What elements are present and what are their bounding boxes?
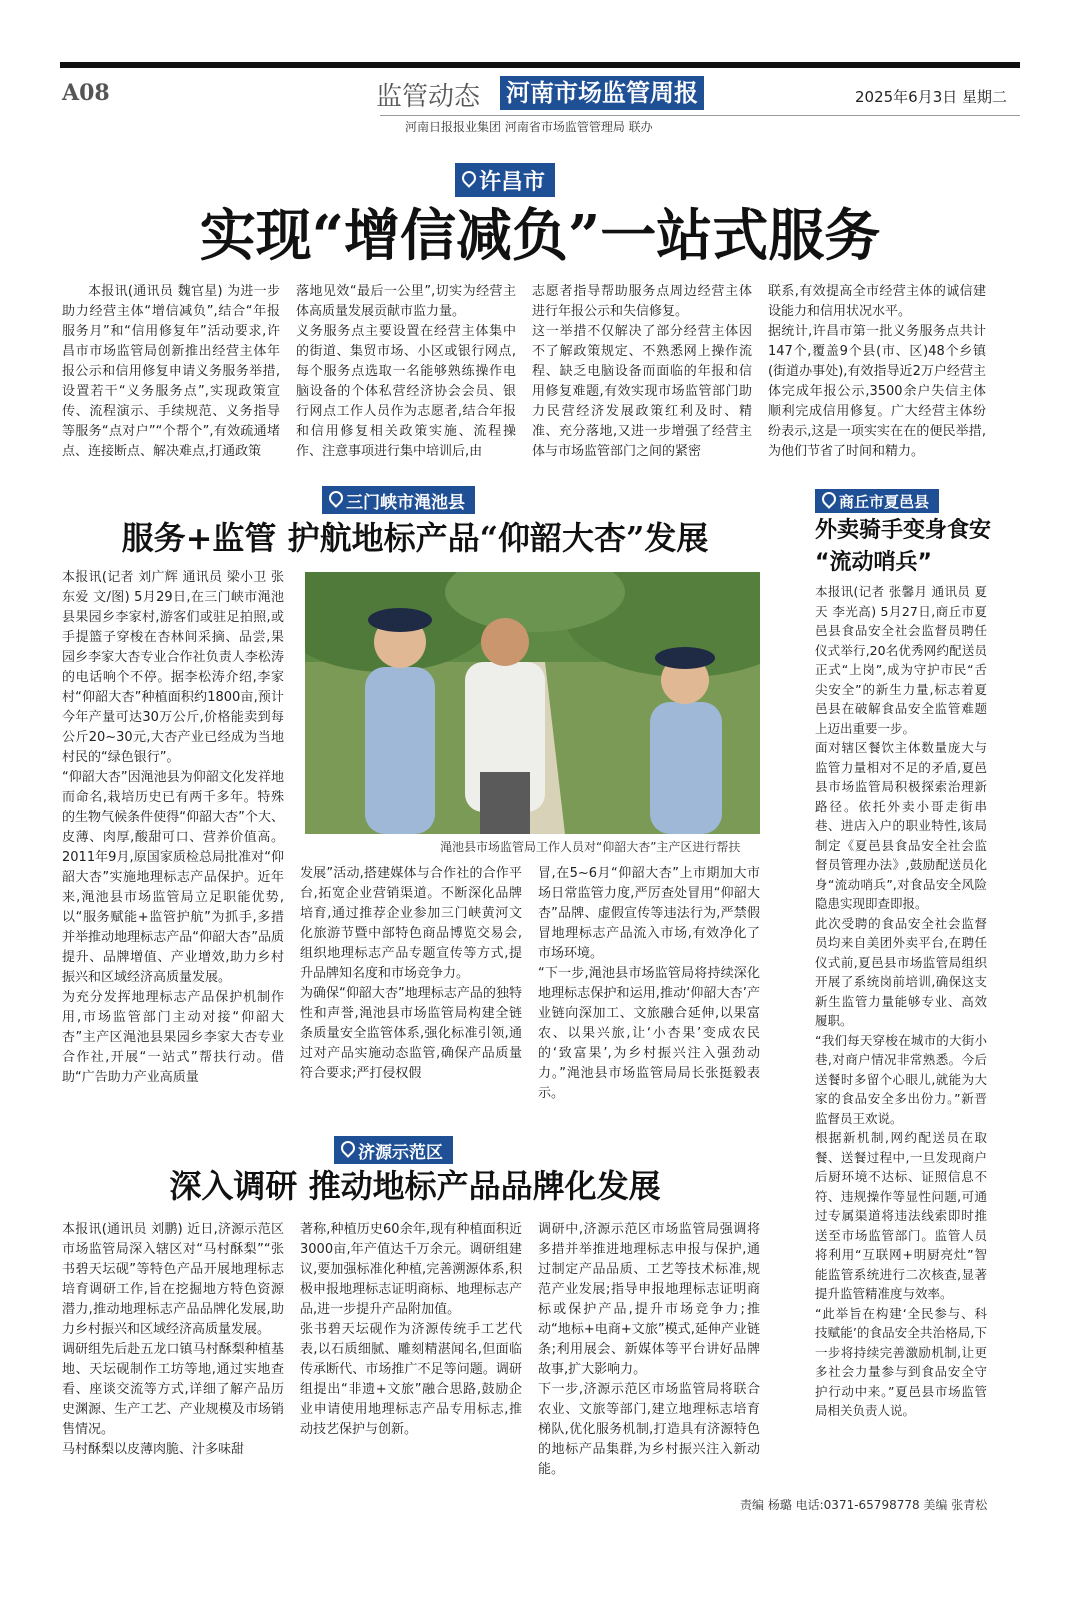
article2-title: 服务+监管 护航地标产品“仰韶大杏”发展 <box>121 519 709 557</box>
section-title: 监管动态 <box>376 82 481 112</box>
article3-body-text: 本报讯(记者 张馨月 通讯员 夏天 李光高) 5月27日,商丘市夏邑县食品安全社会监督员聘任仪式举行,20名优秀网约配送员正式“上岗”,成为守护市民“舌尖安全”的新生力量,标志着夏邑县在破解食品安全监管难题上迈出重要一步。 面对辖区餐饮主体数量庞大与监管力量相对不足的矛盾,夏邑县市场监管局积极探索治理新路径。依托外卖小哥走街串巷、进店入户的职业特性,该局制定《夏邑县食品安全社会监督员管理办法》,鼓励配送员化身“流动哨兵”,对食品安全风险隐患实现即查即报。 此次受聘的食品安全社会监督员均来自美团外卖平台,在聘任仪式前,夏邑县市场监管局组织开展了系统岗前培训,确保这支新生监管力量能够专业、高效履职。 “我们每天穿梭在城市的大街小巷,对商户情况非常熟悉。今后送餐时多留个心眼儿,就能为大家的食品安全多出份力。”新晋监督员王欢说。 根据新机制,网约配送员在取餐、送餐过程中,一旦发现商户后厨环境不达标、证照信息不符、违规操作等显性问题,可通过专属渠道将违法线索即时推送至市场监管部门。监管人员将利用“互联网+明厨亮灶”智能监管系统进行二次核查,显著提升监管精准度与效率。 “此举旨在构建‘全民参与、科技赋能’的食品安全共治格局,下一步将持续完善激励机制,让更多社会力量参与到食品安全守护行动中来。”夏邑县市场监管局相关负责人说。 <box>815 584 987 1418</box>
article2-col1-text: 本报讯(记者 刘广辉 通讯员 梁小卫 张东爱 文/图) 5月29日,在三门峡市渑池县果园乡李家村,游客们或驻足拍照,或手提篮子穿梭在杏林间采摘、品尝,果园乡李家大杏专业合作社负责人李松涛的电话响个不停。据李松涛介绍,李家村“仰韶大杏”种植面积约1800亩,预计今年产量可达30万公斤,价格能卖到每公斤20~30元,大杏产业已经成为当地村民的“绿色银行”。 “仰韶大杏”因渑池县为仰韶文化发祥地而命名,栽培历史已有两千多年。特殊的生物气候条件使得“仰韶大杏”个大、皮薄、肉厚,酸甜可口、营养价值高。2011年9月,原国家质检总局批准对“仰韶大杏”实施地理标志产品保护。近年来,渑池县市场监管局立足职能优势,以“服务赋能+监管护航”为抓手,多措并举推动地理标志产品“仰韶大杏”品质提升、品牌增值、产业增效,助力乡村振兴和区域经济高质量发展。 为充分发挥地理标志产品保护机制作用,市场监管部门主动对接“仰韶大杏”主产区渑池县果园乡李家大杏专业合作社,开展“一站式”帮扶行动。借助“广告助力产业高质量 <box>62 570 284 1085</box>
article1-col1-text: 本报讯(通讯员 魏官星) 为进一步助力经营主体“增信减负”,结合“年报服务月”和“信用修复年”活动要求,许昌市市场监管局创新推出经营主体年报公示和信用修复申请义务服务举措,设置若干“义务服务点”,实现政策宣传、流程演示、手续规范、义务指导等服务“点对户”“个帮个”,有效疏通堵点、连接断点、解决难点,打通政策 <box>62 284 280 459</box>
article4-title: 深入调研 推动地标产品品牌化发展 <box>169 1167 661 1205</box>
article1-column-4 <box>768 282 986 462</box>
article4-col2-text: 著称,种植历史60余年,现有种植面积近3000亩,年产值达千万余元。调研组建议,要加强标准化种植,完善溯源体系,积极申报地理标志证明商标、地理标志产品,进一步提升产品附加值。 张书碧天坛砚作为济源传统手工艺代表,以石质细腻、雕刻精湛闻名,但面临传承断代、市场推广不足等问题。调研组提出“非遗+文旅”融合思路,鼓励企业申请使用地理标志产品专用标志,推动技艺保护与创新。 <box>300 1222 522 1437</box>
article4-location-tag <box>334 1136 453 1164</box>
article1-column-1 <box>62 282 280 462</box>
article1-col3-text: 志愿者指导帮助服务点周边经营主体进行年报公示和失信修复。 这一举措不仅解决了部分经营主体因不了解政策规定、不熟悉网上操作流程、缺乏电脑设备而面临的年报和信用修复难题,有效实现市场监管部门助力民营经济发展政策红利及时、精准、充分落地,又进一步增强了经营主体与市场监管部门之间的紧密 <box>532 284 752 459</box>
article4-tag-label: 济源示范区 <box>358 1142 443 1163</box>
orchard-photo <box>305 572 760 834</box>
article3-location-tag <box>815 489 939 513</box>
article1-column-3 <box>532 282 752 462</box>
article1-col2-text: 落地见效“最后一公里”,切实为经营主体高质量发展贡献市监力量。 义务服务点主要设置在经营主体集中的街道、集贸市场、小区或银行网点,每个服务点选取一名能够熟练操作电脑设备的个体私营经济协会会员、银行网点工作人员作为志愿者,结合年报和信用修复相关政策实施、流程操作、注意事项进行集中培训后,由 <box>296 284 516 459</box>
article1-tag-label: 许昌市 <box>479 169 546 195</box>
article4-column-1 <box>62 1220 284 1460</box>
article4-column-3 <box>538 1220 760 1480</box>
article1-location-tag <box>455 163 555 197</box>
location-pin-icon <box>340 1141 354 1159</box>
article2-location-tag <box>322 486 475 514</box>
orchard-photo-illustration <box>305 572 760 834</box>
photo-caption: 渑池县市场监管局工作人员对“仰韶大杏”主产区进行帮扶 <box>440 840 741 854</box>
article4-col1-text: 本报讯(通讯员 刘鹏) 近日,济源示范区市场监管局深入辖区对“马村酥梨”“张书碧天坛砚”等特色产品开展地理标志培育调研工作,旨在挖掘地方特色资源潜力,推动地理标志产品品牌化发展,助力乡村振兴和区域经济高质量发展。 调研组先后赴五龙口镇马村酥梨种植基地、天坛砚制作工坊等地,通过实地查看、座谈交流等方式,详细了解产品历史渊源、生产工艺、产业规模及市场销售情况。 马村酥梨以皮薄肉脆、汁多味甜 <box>62 1222 284 1457</box>
issue-date: 2025年6月3日 星期二 <box>855 88 1008 106</box>
article3-tag-label: 商丘市夏邑县 <box>839 492 930 511</box>
publisher-line: 河南日报报业集团 河南省市场监管管理局 联办 <box>405 120 653 134</box>
article2-col3-text: 冒,在5~6月“仰韶大杏”上市期加大市场日常监管力度,严厉查处冒用“仰韶大杏”品牌、虚假宣传等违法行为,严禁假冒地理标志产品流入市场,有效净化了市场环境。 “下一步,渑池县市场监管局将持续深化地理标志保护和运用,推动‘仰韶大杏’产业链向深加工、文旅融合延伸,以果富农、以果兴旅,让‘小杏果’变成农民的‘致富果’,为乡村振兴注入强劲动力。”渑池县市场监管局局长张挺毅表示。 <box>538 866 760 1101</box>
masthead: 河南市场监管周报 <box>500 76 704 110</box>
article2-col2-text: 发展”活动,搭建媒体与合作社的合作平台,拓宽企业营销渠道。不断深化品牌培育,通过推荐企业参加三门峡黄河文化旅游节暨中部特色商品博览交易会,组织地理标志产品专题宣传等方式,提升品牌知名度和市场竞争力。 为确保“仰韶大杏”地理标志产品的独特性和声誉,渑池县市场监管局构建全链条质量安全监管体系,强化标准引领,通过对产品实施动态监管,确保产品质量符合要求;严打侵权假 <box>300 866 522 1081</box>
page-number: A08 <box>62 80 110 106</box>
header-rule <box>380 115 1020 116</box>
article1-title: 实现“增信减负”一站式服务 <box>199 203 881 269</box>
article3-title-line2: “流动哨兵” <box>815 550 932 575</box>
article2-column-2 <box>300 864 522 1084</box>
article4-col3-text: 调研中,济源示范区市场监管局强调将多措并举推进地理标志申报与保护,通过制定产品品质、工艺等技术标准,规范产业发展;指导申报地理标志证明商标或保护产品,提升市场竞争力;推动“地标+电商+文旅”模式,延伸产业链条;利用展会、新媒体等平台讲好品牌故事,扩大影响力。 下一步,济源示范区市场监管局将联合农业、文旅等部门,建立地理标志培育梯队,优化服务机制,打造具有济源特色的地标产品集群,为乡村振兴注入新动能。 <box>538 1222 760 1477</box>
location-pin-icon <box>461 171 475 189</box>
top-rule <box>60 62 1020 68</box>
location-pin-icon <box>328 491 342 509</box>
article3-title-line1: 外卖骑手变身食安 <box>815 518 992 543</box>
article2-column-3 <box>538 864 760 1104</box>
article2-column-1 <box>62 568 284 1088</box>
editor-credits: 责编 杨璐 电话:0371-65798778 美编 张青松 <box>740 1498 988 1512</box>
article4-column-2 <box>300 1220 522 1440</box>
article1-col4-text: 联系,有效提高全市经营主体的诚信建设能力和信用状况水平。 据统计,许昌市第一批义务服务点共计147个,覆盖9个县(市、区)48个乡镇(街道办事处),有效指导近2万户经营主体完成年报公示,3500余户失信主体顺利完成信用修复。广大经营主体纷纷表示,这是一项实实在在的便民举措,为他们节省了时间和精力。 <box>768 284 986 459</box>
article2-tag-label: 三门峡市渑池县 <box>346 492 465 513</box>
location-pin-icon <box>821 492 835 510</box>
article3-body <box>815 582 987 1421</box>
article1-column-2 <box>296 282 516 462</box>
